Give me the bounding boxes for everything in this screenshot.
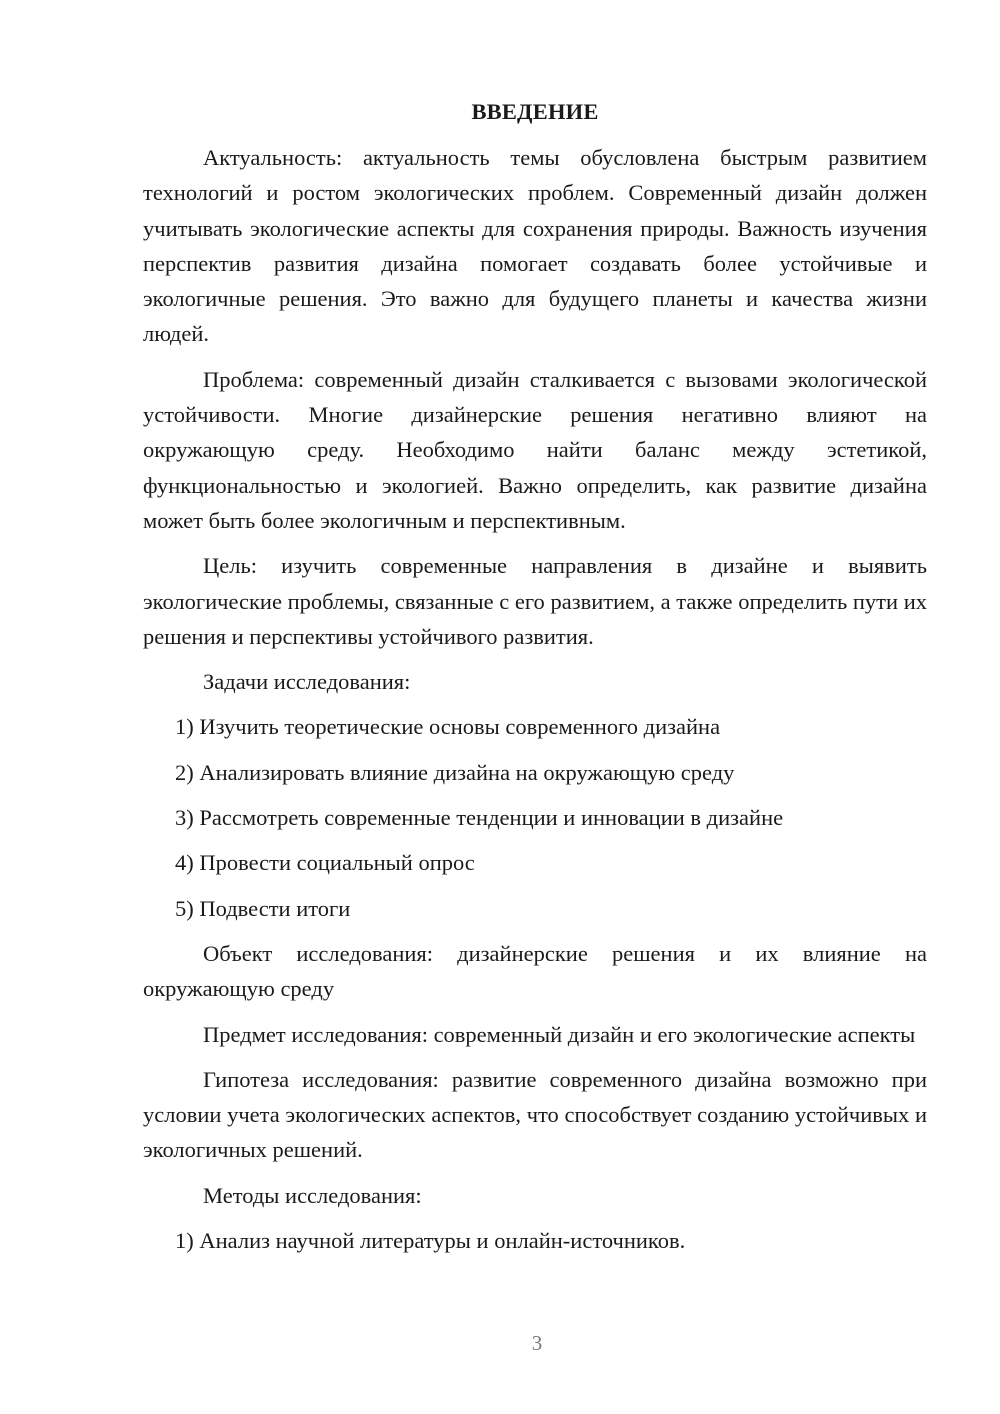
list-item: 5) Подвести итоги	[175, 895, 351, 921]
methods-heading: Методы исследования:	[203, 1182, 422, 1208]
list-item: 2) Анализировать влияние дизайна на окружающую среду	[175, 759, 735, 785]
page-number: 3	[531, 1331, 543, 1355]
list-item: 1) Анализ научной литературы и онлайн-источников.	[175, 1228, 686, 1254]
object-paragraph: Объект исследования: дизайнерские решения и их влияние на окружающую среду	[143, 940, 927, 1002]
tasks-heading: Задачи исследования:	[203, 669, 411, 695]
subject-paragraph: Предмет исследования: современный дизайн и его экологические аспекты	[203, 1021, 916, 1047]
problem-paragraph: Проблема: современный дизайн сталкивается с вызовами экологической устойчивости. Многие дизайнерские решения негативно влияют на окружающую среду. Необходимо найти баланс между эстетикой, функциональностью и экологией. Важно определить, как развитие дизайна может быть более экологичным и перспективным.	[143, 366, 927, 533]
list-item: 1) Изучить теоретические основы современного дизайна	[175, 714, 721, 740]
methods-list	[143, 1223, 927, 1258]
relevance-paragraph: Актуальность: актуальность темы обусловлена быстрым развитием технологий и ростом экологических проблем. Современный дизайн должен учитывать экологические аспекты для сохранения природы. Важность изучения перспектив развития дизайна помогает создавать более устойчивые и экологичные решения. Это важно для будущего планеты и качества жизни людей.	[143, 145, 927, 347]
document-body	[143, 94, 927, 1268]
list-item: 3) Рассмотреть современные тенденции и инновации в дизайне	[175, 805, 784, 831]
hypothesis-paragraph: Гипотеза исследования: развитие современного дизайна возможно при условии учета экологических аспектов, что способствует созданию устойчивых и экологичных решений.	[143, 1066, 927, 1163]
list-item: 4) Провести социальный опрос	[175, 850, 475, 876]
goal-paragraph: Цель: изучить современные направления в дизайне и выявить экологические проблемы, связанные с его развитием, а также определить пути их решения и перспективы устойчивого развития.	[143, 553, 927, 649]
page-title: ВВЕДЕНИЕ	[471, 99, 599, 124]
tasks-list	[143, 709, 927, 925]
